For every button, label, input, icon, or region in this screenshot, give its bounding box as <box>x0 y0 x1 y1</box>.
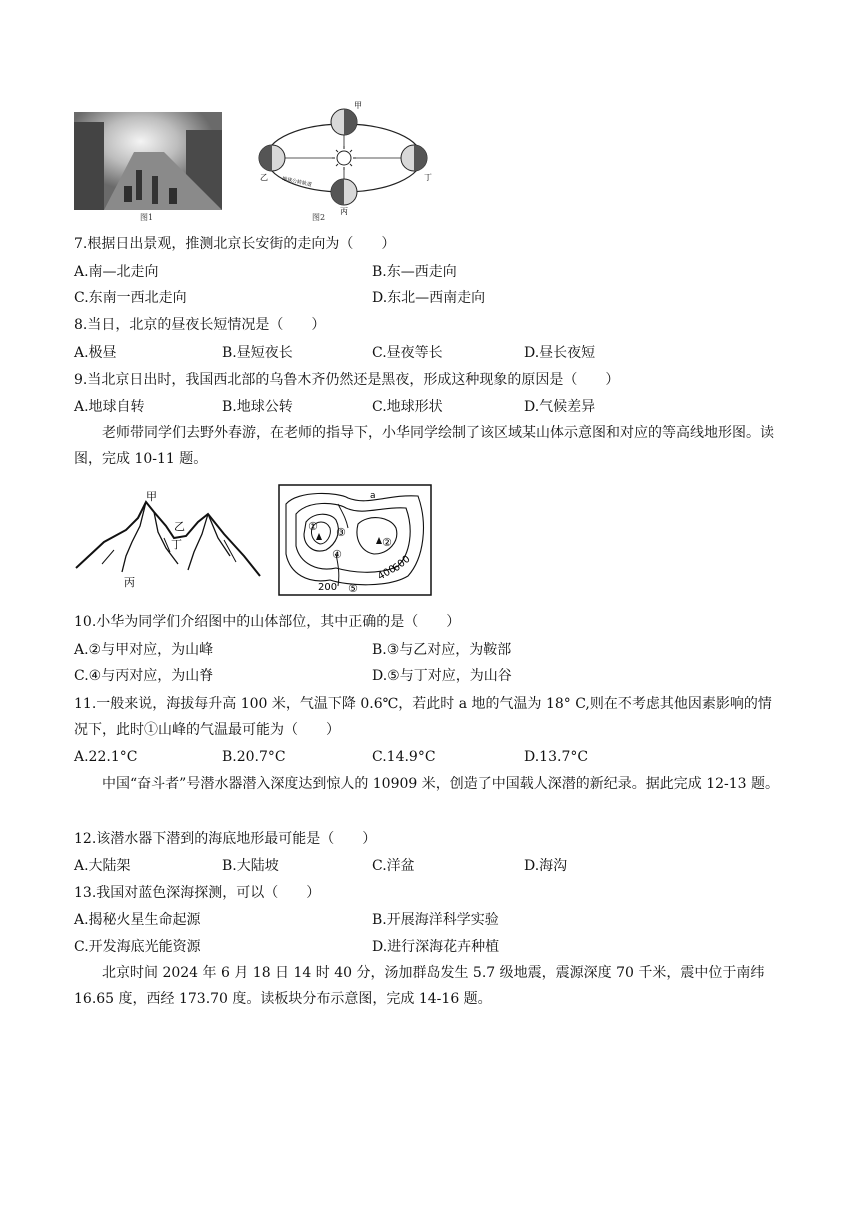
question-11-stem-line1: 11.一般来说，海拔每升高 100 米，气温下降 0.6℃，若此时 a 地的气温为 18° C,则在不考虑其他因素影响的情 <box>74 696 772 712</box>
orbit-path-label: 地球公转轨道 <box>281 176 313 189</box>
earth-yi <box>259 145 285 171</box>
contour-peak-2: ② <box>382 536 392 549</box>
question-7-stem: 7.根据日出景观，推测北京长安街的走向为（ ） <box>74 236 396 252</box>
passage-deep-sea-submersible: 中国“奋斗者”号潜水器潜入深度达到惊人的 10909 米，创造了中国载人深潜的新纪录。据此完成 12-13 题。 <box>102 776 780 792</box>
q8-option-c[interactable]: C.昼夜等长 <box>372 345 443 361</box>
q7-option-c[interactable]: C.东南一西北走向 <box>74 290 187 306</box>
q7-option-b[interactable]: B.东—西走向 <box>372 264 457 280</box>
q12-option-a[interactable]: A.大陆架 <box>74 858 131 874</box>
q9-option-a[interactable]: A.地球自转 <box>74 399 145 415</box>
passage-mountain-trip: 老师带同学们去野外春游，在老师的指导下，小华同学绘制了该区域某山体示意图和对应的等高线地形图。读图，完成 10-11 题。 <box>74 425 774 467</box>
q13-option-b[interactable]: B.开展海洋科学实验 <box>372 912 499 928</box>
q12-option-b[interactable]: B.大陆坡 <box>222 858 279 874</box>
passage-tonga-earthquake: 北京时间 2024 年 6 月 18 日 14 时 40 分，汤加群岛发生 5.7 级地震，震源深度 70 千米，震中位于南纬 16.65 度，西经 173.70 度。读板块分布示意图，完成 14-16 题。 <box>74 965 765 1007</box>
q9-option-b[interactable]: B.地球公转 <box>222 399 293 415</box>
question-13-stem: 13.我国对蓝色深海探测，可以（ ） <box>74 885 321 901</box>
contour-point-3: ③ <box>336 526 346 539</box>
figure-1-caption: 图1 <box>140 213 154 222</box>
contour-point-a: a <box>370 491 376 501</box>
contour-label-400: 400 <box>376 563 399 583</box>
figure-2-caption: 图2 <box>312 213 326 222</box>
q8-option-b[interactable]: B.昼短夜长 <box>222 345 293 361</box>
q9-option-d[interactable]: D.气候差异 <box>524 399 596 415</box>
contour-map <box>278 484 432 596</box>
q7-option-d[interactable]: D.东北—西南走向 <box>372 290 486 306</box>
question-8-stem: 8.当日，北京的昼夜长短情况是（ ） <box>74 317 326 333</box>
contour-point-5: ⑤ <box>348 582 358 595</box>
q12-option-d[interactable]: D.海沟 <box>524 858 568 874</box>
mountain-label-jia: 甲 <box>146 490 157 503</box>
sunrise-photo <box>74 112 222 210</box>
q10-option-b[interactable]: B.③与乙对应，为鞍部 <box>372 642 512 658</box>
q8-option-a[interactable]: A.极昼 <box>74 345 117 361</box>
question-10-stem: 10.小华为同学们介绍图中的山体部位，其中正确的是（ ） <box>74 614 461 630</box>
contour-peak-1: ① <box>308 520 318 533</box>
earth-bing <box>331 179 357 205</box>
q8-option-d[interactable]: D.昼长夜短 <box>524 345 596 361</box>
q11-option-c[interactable]: C.14.9°C <box>372 749 436 765</box>
question-9-stem: 9.当北京日出时，我国西北部的乌鲁木齐仍然还是黑夜，形成这种现象的原因是（ ） <box>74 372 620 388</box>
mountain-label-bing: 丙 <box>124 576 135 589</box>
earth-jia <box>331 109 357 135</box>
q11-option-b[interactable]: B.20.7°C <box>222 749 286 765</box>
orbit-label-yi: 乙 <box>260 173 268 182</box>
orbit-label-bing: 丙 <box>340 207 348 216</box>
question-12-stem: 12.该潜水器下潜到的海底地形最可能是（ ） <box>74 831 377 847</box>
q11-option-a[interactable]: A.22.1°C <box>74 749 138 765</box>
orbit-label-jia: 甲 <box>354 101 362 110</box>
q11-option-d[interactable]: D.13.7°C <box>524 749 589 765</box>
q13-option-d[interactable]: D.进行深海花卉种植 <box>372 939 500 955</box>
earth-ding <box>401 145 427 171</box>
earth-orbit-diagram <box>254 100 434 218</box>
q10-option-c[interactable]: C.④与丙对应，为山脊 <box>74 668 214 684</box>
q13-option-c[interactable]: C.开发海底光能资源 <box>74 939 201 955</box>
contour-label-200: 200 <box>318 582 338 593</box>
q13-option-a[interactable]: A.揭秘火星生命起源 <box>74 912 201 928</box>
mountain-label-yi: 乙 <box>174 520 185 533</box>
q9-option-c[interactable]: C.地球形状 <box>372 399 443 415</box>
q10-option-d[interactable]: D.⑤与丁对应，为山谷 <box>372 668 512 684</box>
mountain-sketch <box>74 490 264 590</box>
contour-point-4: ④ <box>332 548 342 561</box>
question-11-stem-line2: 况下，此时①山峰的气温最可能为（ ） <box>74 722 340 738</box>
q12-option-c[interactable]: C.洋盆 <box>372 858 415 874</box>
mountain-label-ding: 丁 <box>171 538 182 551</box>
contour-label-600: 600 <box>390 553 413 575</box>
orbit-label-ding: 丁 <box>424 173 432 182</box>
q7-option-a[interactable]: A.南—北走向 <box>74 264 159 280</box>
q10-option-a[interactable]: A.②与甲对应，为山峰 <box>74 642 214 658</box>
